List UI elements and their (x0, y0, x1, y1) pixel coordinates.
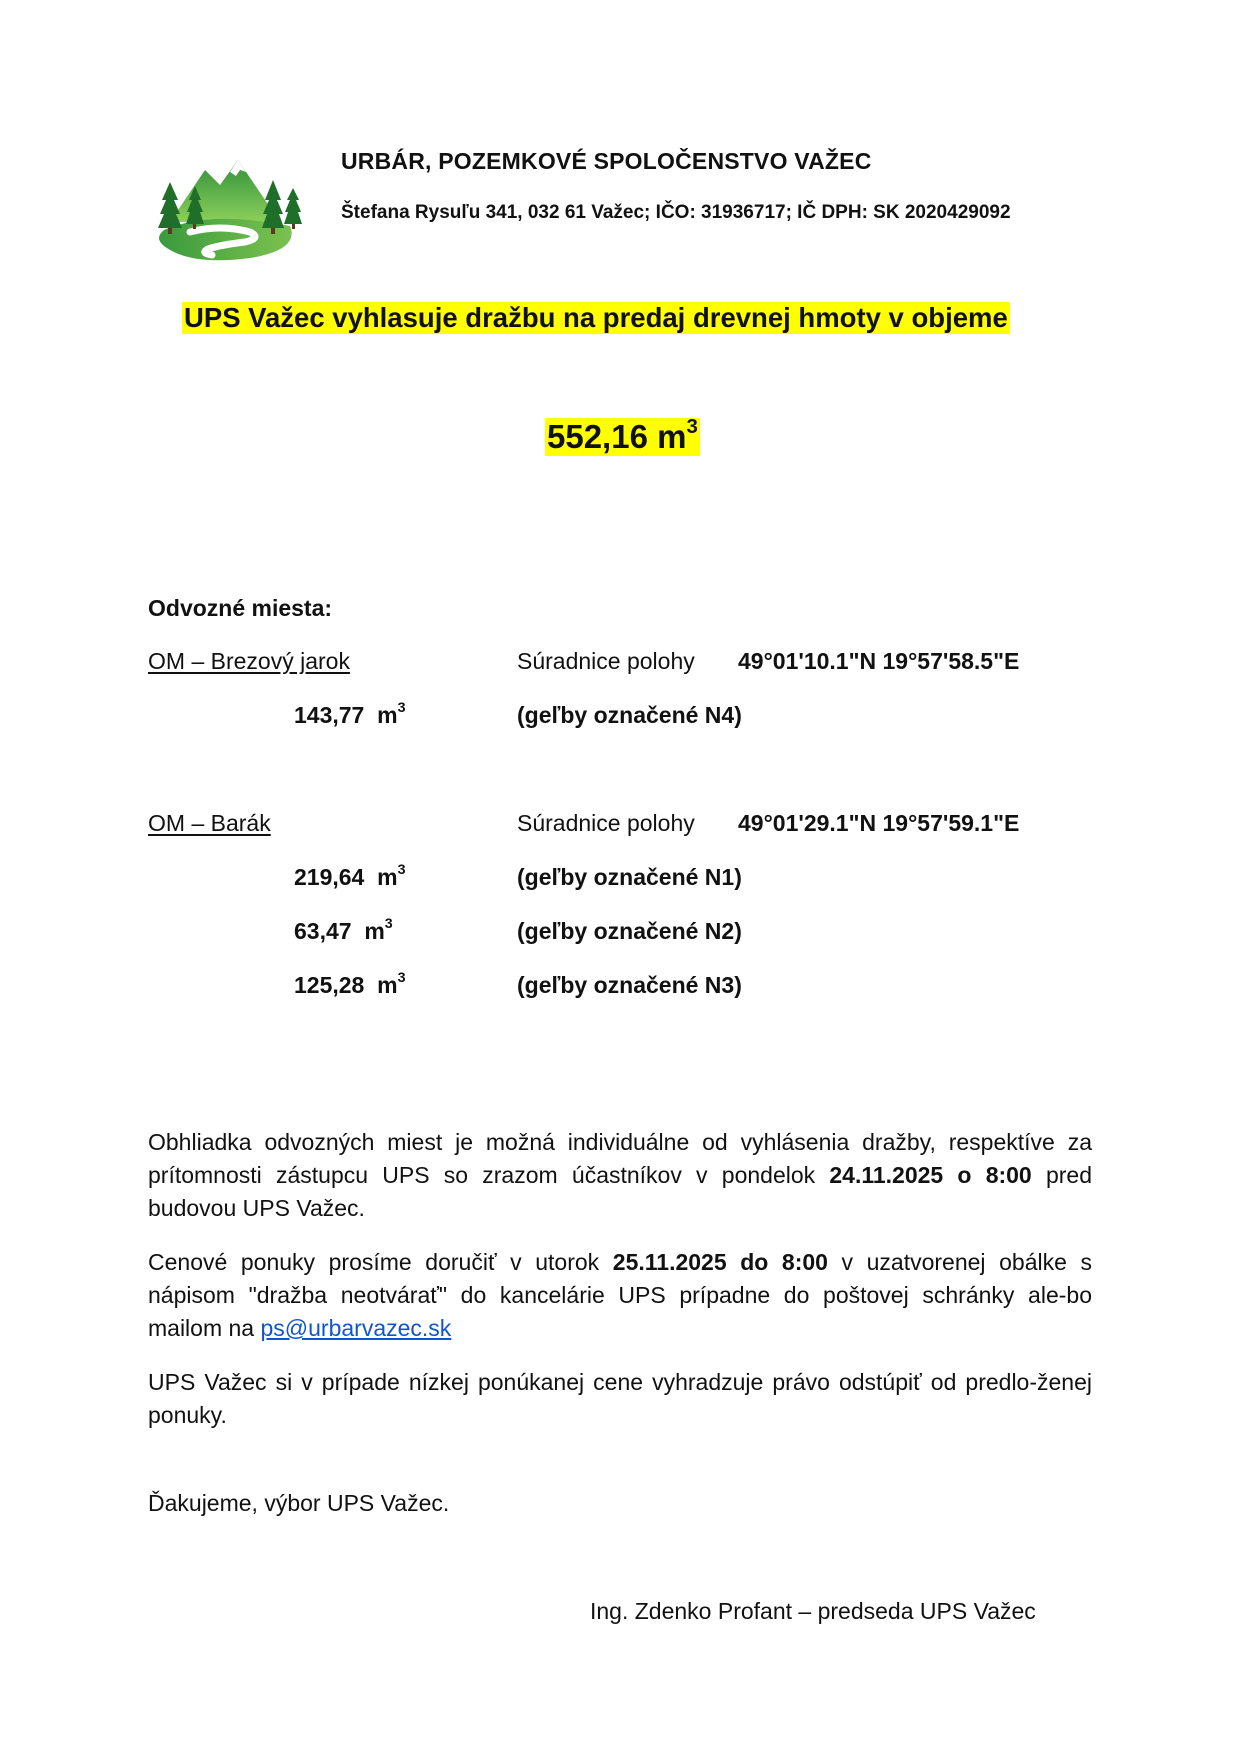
lot-note: (geľby označené N3) (517, 972, 742, 998)
email-link[interactable]: ps@urbarvazec.sk (260, 1315, 452, 1341)
forest-mountain-logo-icon (150, 150, 305, 265)
inspection-datetime: 24.11.2025 o 8:00 (829, 1162, 1032, 1188)
signature: Ing. Zdenko Profant – predseda UPS Važec (590, 1598, 1036, 1624)
lot-note: (geľby označené N1) (517, 864, 742, 890)
inspection-text: Obhliadka odvozných miest je možná individuálne od vyhlásenia dražby, respektíve za prítomnosti zástupcu UPS so zrazom účastníkov v pondelok (148, 1129, 1092, 1188)
lot-note: (geľby označené N4) (517, 702, 742, 728)
lot-unit-sup: 3 (397, 862, 406, 879)
coordinates-label: Súradnice polohy (517, 648, 695, 674)
locations-title: Odvozné miesta: (148, 595, 333, 621)
lot-amount (294, 972, 406, 999)
lot-amount (294, 918, 393, 945)
coordinates-value: 49°01'29.1"N 19°57'59.1"E (738, 810, 1020, 836)
thanks-text: Ďakujeme, výbor UPS Važec. (148, 1490, 450, 1516)
offers-text: Cenové ponuky prosíme doručiť v utorok (148, 1249, 613, 1275)
lot-amount (294, 702, 406, 729)
lot-unit-sup: 3 (397, 700, 406, 717)
lot-amount-value: 219,64 (294, 864, 365, 890)
inspection-paragraph (148, 1126, 1092, 1225)
location-name-brezovy-jarok: OM – Brezový jarok (148, 648, 350, 674)
total-volume-value: 552,16 m (547, 418, 687, 455)
lot-unit: m (377, 972, 398, 998)
offers-text-mid: v uzatvorenej obálke s nápisom "dražba neotvárať" do kancelárie UPS prípadne do poštovej schránky ale-bo mailom na (148, 1249, 1093, 1341)
announcement-headline: UPS Važec vyhlasuje dražbu na predaj drevnej hmoty v objeme (184, 302, 1008, 333)
lot-unit-sup: 3 (384, 916, 393, 933)
lot-amount-value: 143,77 (294, 702, 365, 728)
lot-amount (294, 864, 406, 891)
lot-amount-value: 125,28 (294, 972, 365, 998)
total-volume (545, 414, 700, 456)
organization-address: Štefana Rysuľu 341, 032 61 Važec; IČO: 31936717; IČ DPH: SK 2020429092 (341, 202, 1011, 223)
reservation-paragraph: UPS Važec si v prípade nízkej ponúkanej cene vyhradzuje právo odstúpiť od predlo-ženej ponuky. (148, 1369, 1092, 1428)
coordinates-value: 49°01'10.1"N 19°57'58.5"E (738, 648, 1020, 674)
offers-deadline: 25.11.2025 do 8:00 (612, 1249, 828, 1275)
lot-unit: m (377, 864, 398, 890)
lot-unit-sup: 3 (397, 970, 406, 987)
offers-paragraph (148, 1246, 1092, 1345)
location-name-barak: OM – Barák (148, 810, 271, 836)
lot-note: (geľby označené N2) (517, 918, 742, 944)
lot-unit: m (364, 918, 385, 944)
coordinates-label: Súradnice polohy (517, 810, 695, 836)
inspection-text-end: pred budovou UPS Važec. (148, 1162, 1092, 1221)
total-volume-unit-sup: 3 (686, 414, 698, 438)
lot-amount-value: 63,47 (294, 918, 352, 944)
organization-name: URBÁR, POZEMKOVÉ SPOLOČENSTVO VAŽEC (341, 148, 872, 174)
lot-unit: m (377, 702, 398, 728)
